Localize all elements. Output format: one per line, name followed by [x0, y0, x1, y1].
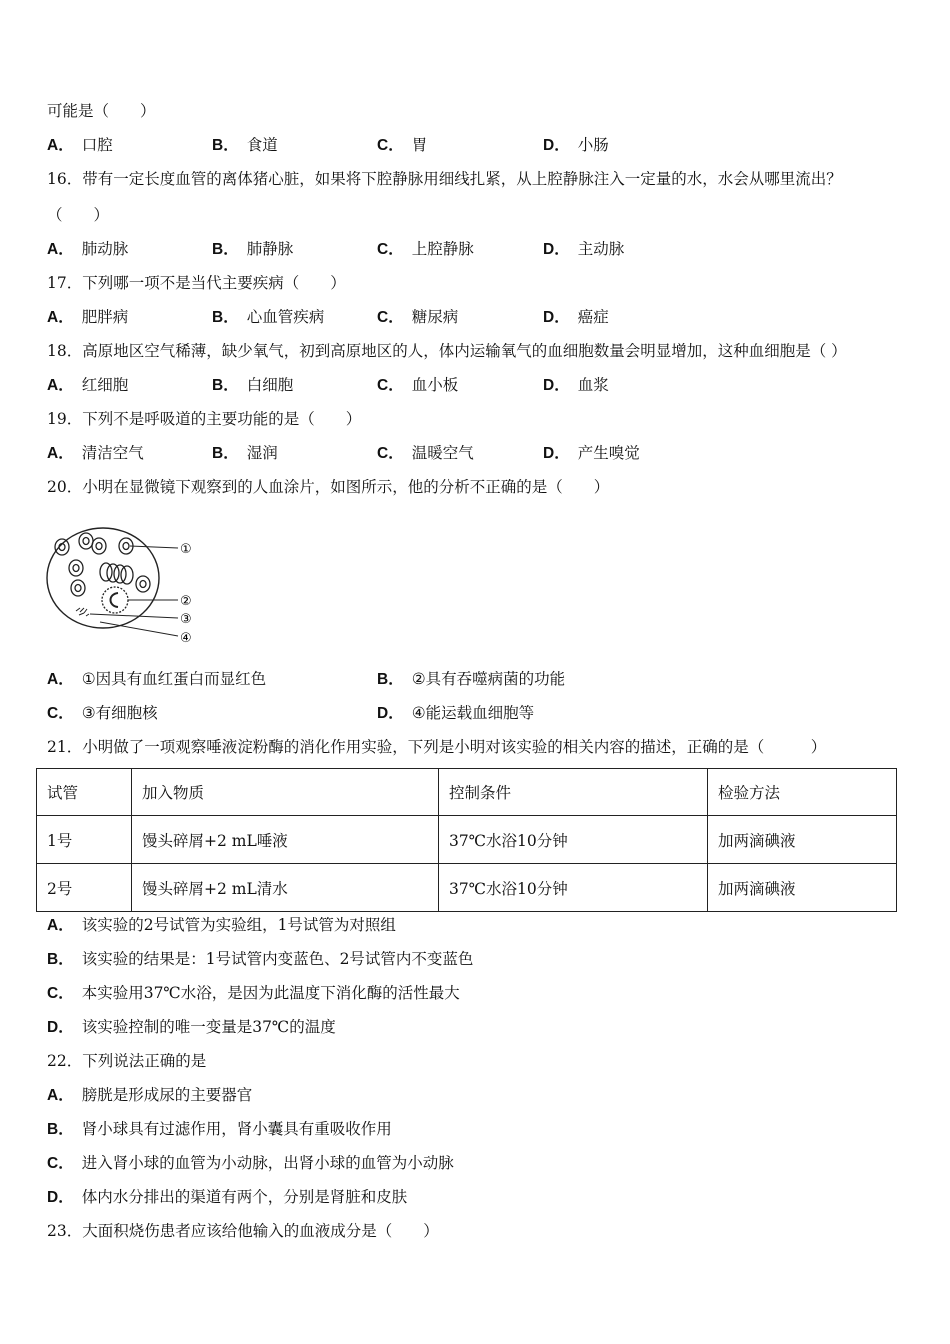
q17-option-c[interactable]: C． 糖尿病	[377, 308, 459, 326]
q15-option-c[interactable]: C． 胃	[377, 136, 428, 154]
q22-option-b[interactable]: B． 肾小球具有过滤作用，肾小囊具有重吸收作用	[47, 1120, 392, 1138]
table-header-row	[37, 769, 897, 816]
table-cell: 馒头碎屑+2 mL唾液	[132, 816, 439, 864]
q22-option-c[interactable]: C． 进入肾小球的血管为小动脉，出肾小球的血管为小动脉	[47, 1154, 454, 1172]
figure-label-4: ④	[180, 631, 192, 646]
table-cell: 37℃水浴10分钟	[439, 864, 708, 912]
q21-option-d[interactable]: D． 该实验控制的唯一变量是37℃的温度	[47, 1018, 336, 1036]
figure-label-2: ②	[180, 594, 192, 609]
q20-option-d[interactable]: D． ④能运载血细胞等	[377, 704, 535, 722]
table-cell: 加两滴碘液	[708, 864, 897, 912]
q15-option-b[interactable]: B． 食道	[212, 136, 278, 154]
table-header-cell: 控制条件	[439, 769, 708, 816]
table-row	[37, 816, 897, 864]
table-row	[37, 864, 897, 912]
q19-option-c[interactable]: C． 温暖空气	[377, 444, 474, 462]
q22-option-a[interactable]: A． 膀胱是形成尿的主要器官	[47, 1086, 253, 1104]
q15-stem-tail: 可能是（ ）	[47, 102, 156, 120]
q18-option-b[interactable]: B． 白细胞	[212, 376, 294, 394]
q21-option-c[interactable]: C． 本实验用37℃水浴，是因为此温度下消化酶的活性最大	[47, 984, 460, 1002]
q19-option-d[interactable]: D． 产生嗅觉	[543, 444, 640, 462]
q15-option-a[interactable]: A． 口腔	[47, 136, 113, 154]
red-blood-cells	[55, 533, 150, 596]
q18-stem: 18．高原地区空气稀薄，缺少氧气，初到高原地区的人，体内运输氧气的血细胞数量会明显增加，这种血细胞是（ ）	[47, 342, 847, 360]
table-header-cell: 试管	[37, 769, 132, 816]
figure-label-3: ③	[180, 612, 192, 627]
q15-option-d[interactable]: D． 小肠	[543, 136, 609, 154]
q16-stem: 16．带有一定长度血管的离体猪心脏，如果将下腔静脉用细线扎紧，从上腔静脉注入一定量的水，水会从哪里流出？	[47, 170, 842, 188]
q16-stem-tail: （ ）	[47, 206, 110, 224]
white-blood-cell	[102, 587, 128, 613]
table-cell: 馒头碎屑+2 mL清水	[132, 864, 439, 912]
table-header-cell: 检验方法	[708, 769, 897, 816]
leader-lines	[90, 546, 178, 636]
q17-option-a[interactable]: A． 肥胖病	[47, 308, 129, 326]
q19-option-b[interactable]: B． 湿润	[212, 444, 278, 462]
q17-option-d[interactable]: D． 癌症	[543, 308, 609, 326]
table-cell: 2号	[37, 864, 132, 912]
q16-option-a[interactable]: A． 肺动脉	[47, 240, 129, 258]
table-cell: 加两滴碘液	[708, 816, 897, 864]
figure-label-1: ①	[180, 542, 192, 557]
q20-option-c[interactable]: C． ③有细胞核	[47, 704, 158, 722]
blood-smear-figure	[40, 522, 210, 652]
q20-option-a[interactable]: A． ①因具有血红蛋白而显红色	[47, 670, 267, 688]
q18-option-d[interactable]: D． 血浆	[543, 376, 609, 394]
q16-option-d[interactable]: D． 主动脉	[543, 240, 625, 258]
q16-option-b[interactable]: B． 肺静脉	[212, 240, 294, 258]
q22-option-d[interactable]: D． 体内水分排出的渠道有两个，分别是肾脏和皮肤	[47, 1188, 408, 1206]
q18-option-c[interactable]: C． 血小板	[377, 376, 459, 394]
q21-option-a[interactable]: A． 该实验的2号试管为实验组，1号试管为对照组	[47, 916, 396, 934]
table-cell: 1号	[37, 816, 132, 864]
q19-stem: 19．下列不是呼吸道的主要功能的是（ ）	[47, 410, 362, 428]
q23-stem: 23．大面积烧伤患者应该给他输入的血液成分是（ ）	[47, 1222, 439, 1240]
q21-stem: 21．小明做了一项观察唾液淀粉酶的消化作用实验，下列是小明对该实验的相关内容的描述，正确的是（ ）	[47, 738, 827, 756]
q17-stem: 17．下列哪一项不是当代主要疾病（ ）	[47, 274, 346, 292]
q19-option-a[interactable]: A． 清洁空气	[47, 444, 144, 462]
q18-option-a[interactable]: A． 红细胞	[47, 376, 129, 394]
experiment-table	[36, 768, 897, 912]
microscope-field	[47, 528, 159, 628]
q17-option-b[interactable]: B． 心血管疾病	[212, 308, 325, 326]
q22-stem: 22．下列说法正确的是	[47, 1052, 207, 1070]
table-header-cell: 加入物质	[132, 769, 439, 816]
q20-stem: 20．小明在显微镜下观察到的人血涂片，如图所示，他的分析不正确的是（ ）	[47, 478, 610, 496]
q20-option-b[interactable]: B． ②具有吞噬病菌的功能	[377, 670, 566, 688]
q16-option-c[interactable]: C． 上腔静脉	[377, 240, 474, 258]
q21-option-b[interactable]: B． 该实验的结果是：1号试管内变蓝色、2号试管内不变蓝色	[47, 950, 474, 968]
platelets	[76, 608, 89, 616]
table-cell: 37℃水浴10分钟	[439, 816, 708, 864]
